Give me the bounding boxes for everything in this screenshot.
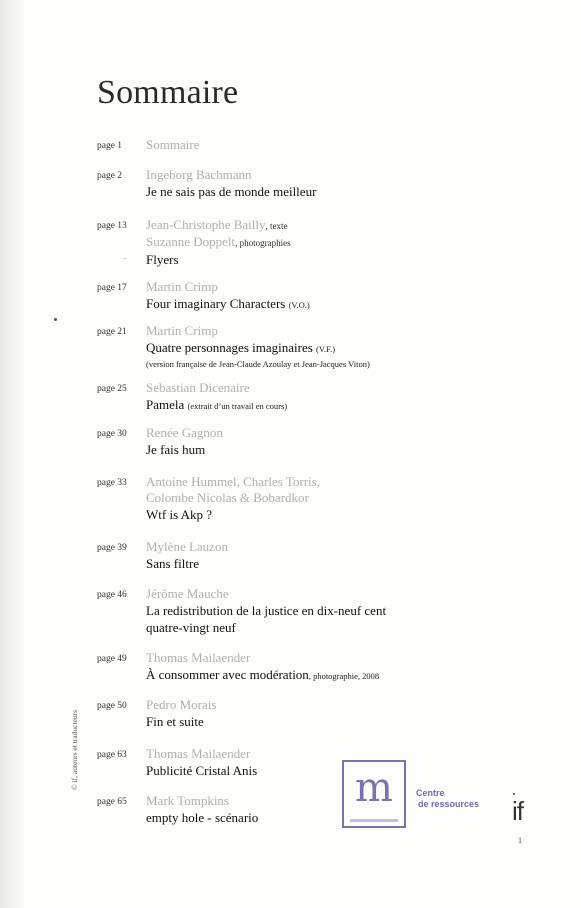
page-number: page 13 xyxy=(97,221,127,231)
author-name: Mylène Lauzon xyxy=(146,539,228,554)
work-title: La redistribution de la justice en dix-neuf cent xyxy=(146,603,387,618)
work-title: Flyers xyxy=(146,252,179,267)
author-name: Thomas Mailaender xyxy=(146,650,251,665)
page-number: page 49 xyxy=(97,654,127,664)
stamp-line-2: de ressources xyxy=(418,799,480,809)
author-name: Colombe Nicolas & Bobardkor xyxy=(146,490,309,505)
author-name: Renée Gagnon xyxy=(146,425,223,440)
page-number: page 39 xyxy=(97,543,127,553)
stamp-line-1: Centre xyxy=(416,788,445,798)
work-title: Je fais hum xyxy=(146,442,206,457)
author-name: Mark Tompkins xyxy=(146,793,229,808)
author-name: Martin Crimp xyxy=(146,323,218,338)
page-number: page 46 xyxy=(97,590,127,600)
author-name: Sebastian Dicenaire xyxy=(146,380,250,395)
stamp-label xyxy=(416,788,479,810)
stamp-logo-letter: m xyxy=(355,765,393,811)
author-name: Ingeborg Bachmann xyxy=(146,167,252,182)
work-note: (extrait d’un travail en cours) xyxy=(187,401,288,411)
author-name: Suzanne Doppelt xyxy=(146,234,236,249)
author-name: Antoine Hummel, Charles Torris, xyxy=(146,474,320,489)
author-name: Sommaire xyxy=(146,137,200,152)
work-title: Pamela xyxy=(146,397,185,412)
author-name: Jean-Christophe Bailly xyxy=(146,217,266,232)
page-number: page 63 xyxy=(97,750,127,760)
stray-dash: - xyxy=(123,253,126,263)
work-title: Publicité Cristal Anis xyxy=(146,763,258,778)
work-title: Sans filtre xyxy=(146,556,200,571)
folio-number: 1 xyxy=(518,836,522,845)
author-name: Martin Crimp xyxy=(146,279,218,294)
page-number: page 2 xyxy=(97,171,123,181)
work-title: Fin et suite xyxy=(146,714,204,729)
author-role: , texte xyxy=(265,221,288,231)
author-name: Thomas Mailaender xyxy=(146,746,251,761)
library-stamp xyxy=(342,760,406,828)
work-title: À consommer avec modération xyxy=(146,667,309,682)
page-edge-shadow xyxy=(0,0,26,908)
work-title: Je ne sais pas de monde meilleur xyxy=(146,184,317,199)
work-title: Wtf is Akp ? xyxy=(146,507,213,522)
stray-mark xyxy=(54,318,57,321)
page-number: page 17 xyxy=(97,283,127,293)
stamp-underline xyxy=(350,819,398,822)
author-name: Jérôme Mauche xyxy=(146,586,229,601)
page-number: page 1 xyxy=(97,141,123,151)
page-number: page 65 xyxy=(97,797,127,807)
margin-credit: © if, auteurs et traducteurs xyxy=(70,709,79,790)
stray-mark xyxy=(513,793,515,795)
page-number: page 50 xyxy=(97,701,127,711)
work-note: , photographie, 2008 xyxy=(308,671,380,681)
page-title: Sommaire xyxy=(97,74,239,111)
author-role: , photographies xyxy=(235,238,291,248)
work-title: empty hole - scénario xyxy=(146,810,259,825)
work-note: (V.F.) xyxy=(316,344,336,354)
author-name: Pedro Morais xyxy=(146,697,217,712)
work-title: Four imaginary Characters xyxy=(146,296,286,311)
page-number: page 33 xyxy=(97,478,127,488)
work-note: (V.O.) xyxy=(288,300,310,310)
page-number: page 21 xyxy=(97,327,127,337)
publisher-logo: if xyxy=(512,796,523,826)
translation-note: (version française de Jean-Claude Azoulay et Jean-Jacques Viton) xyxy=(146,359,370,369)
work-title-continued: quatre-vingt neuf xyxy=(146,620,236,635)
page-number: page 25 xyxy=(97,384,127,394)
work-title: Quatre personnages imaginaires xyxy=(146,340,313,355)
page-number: page 30 xyxy=(97,429,127,439)
